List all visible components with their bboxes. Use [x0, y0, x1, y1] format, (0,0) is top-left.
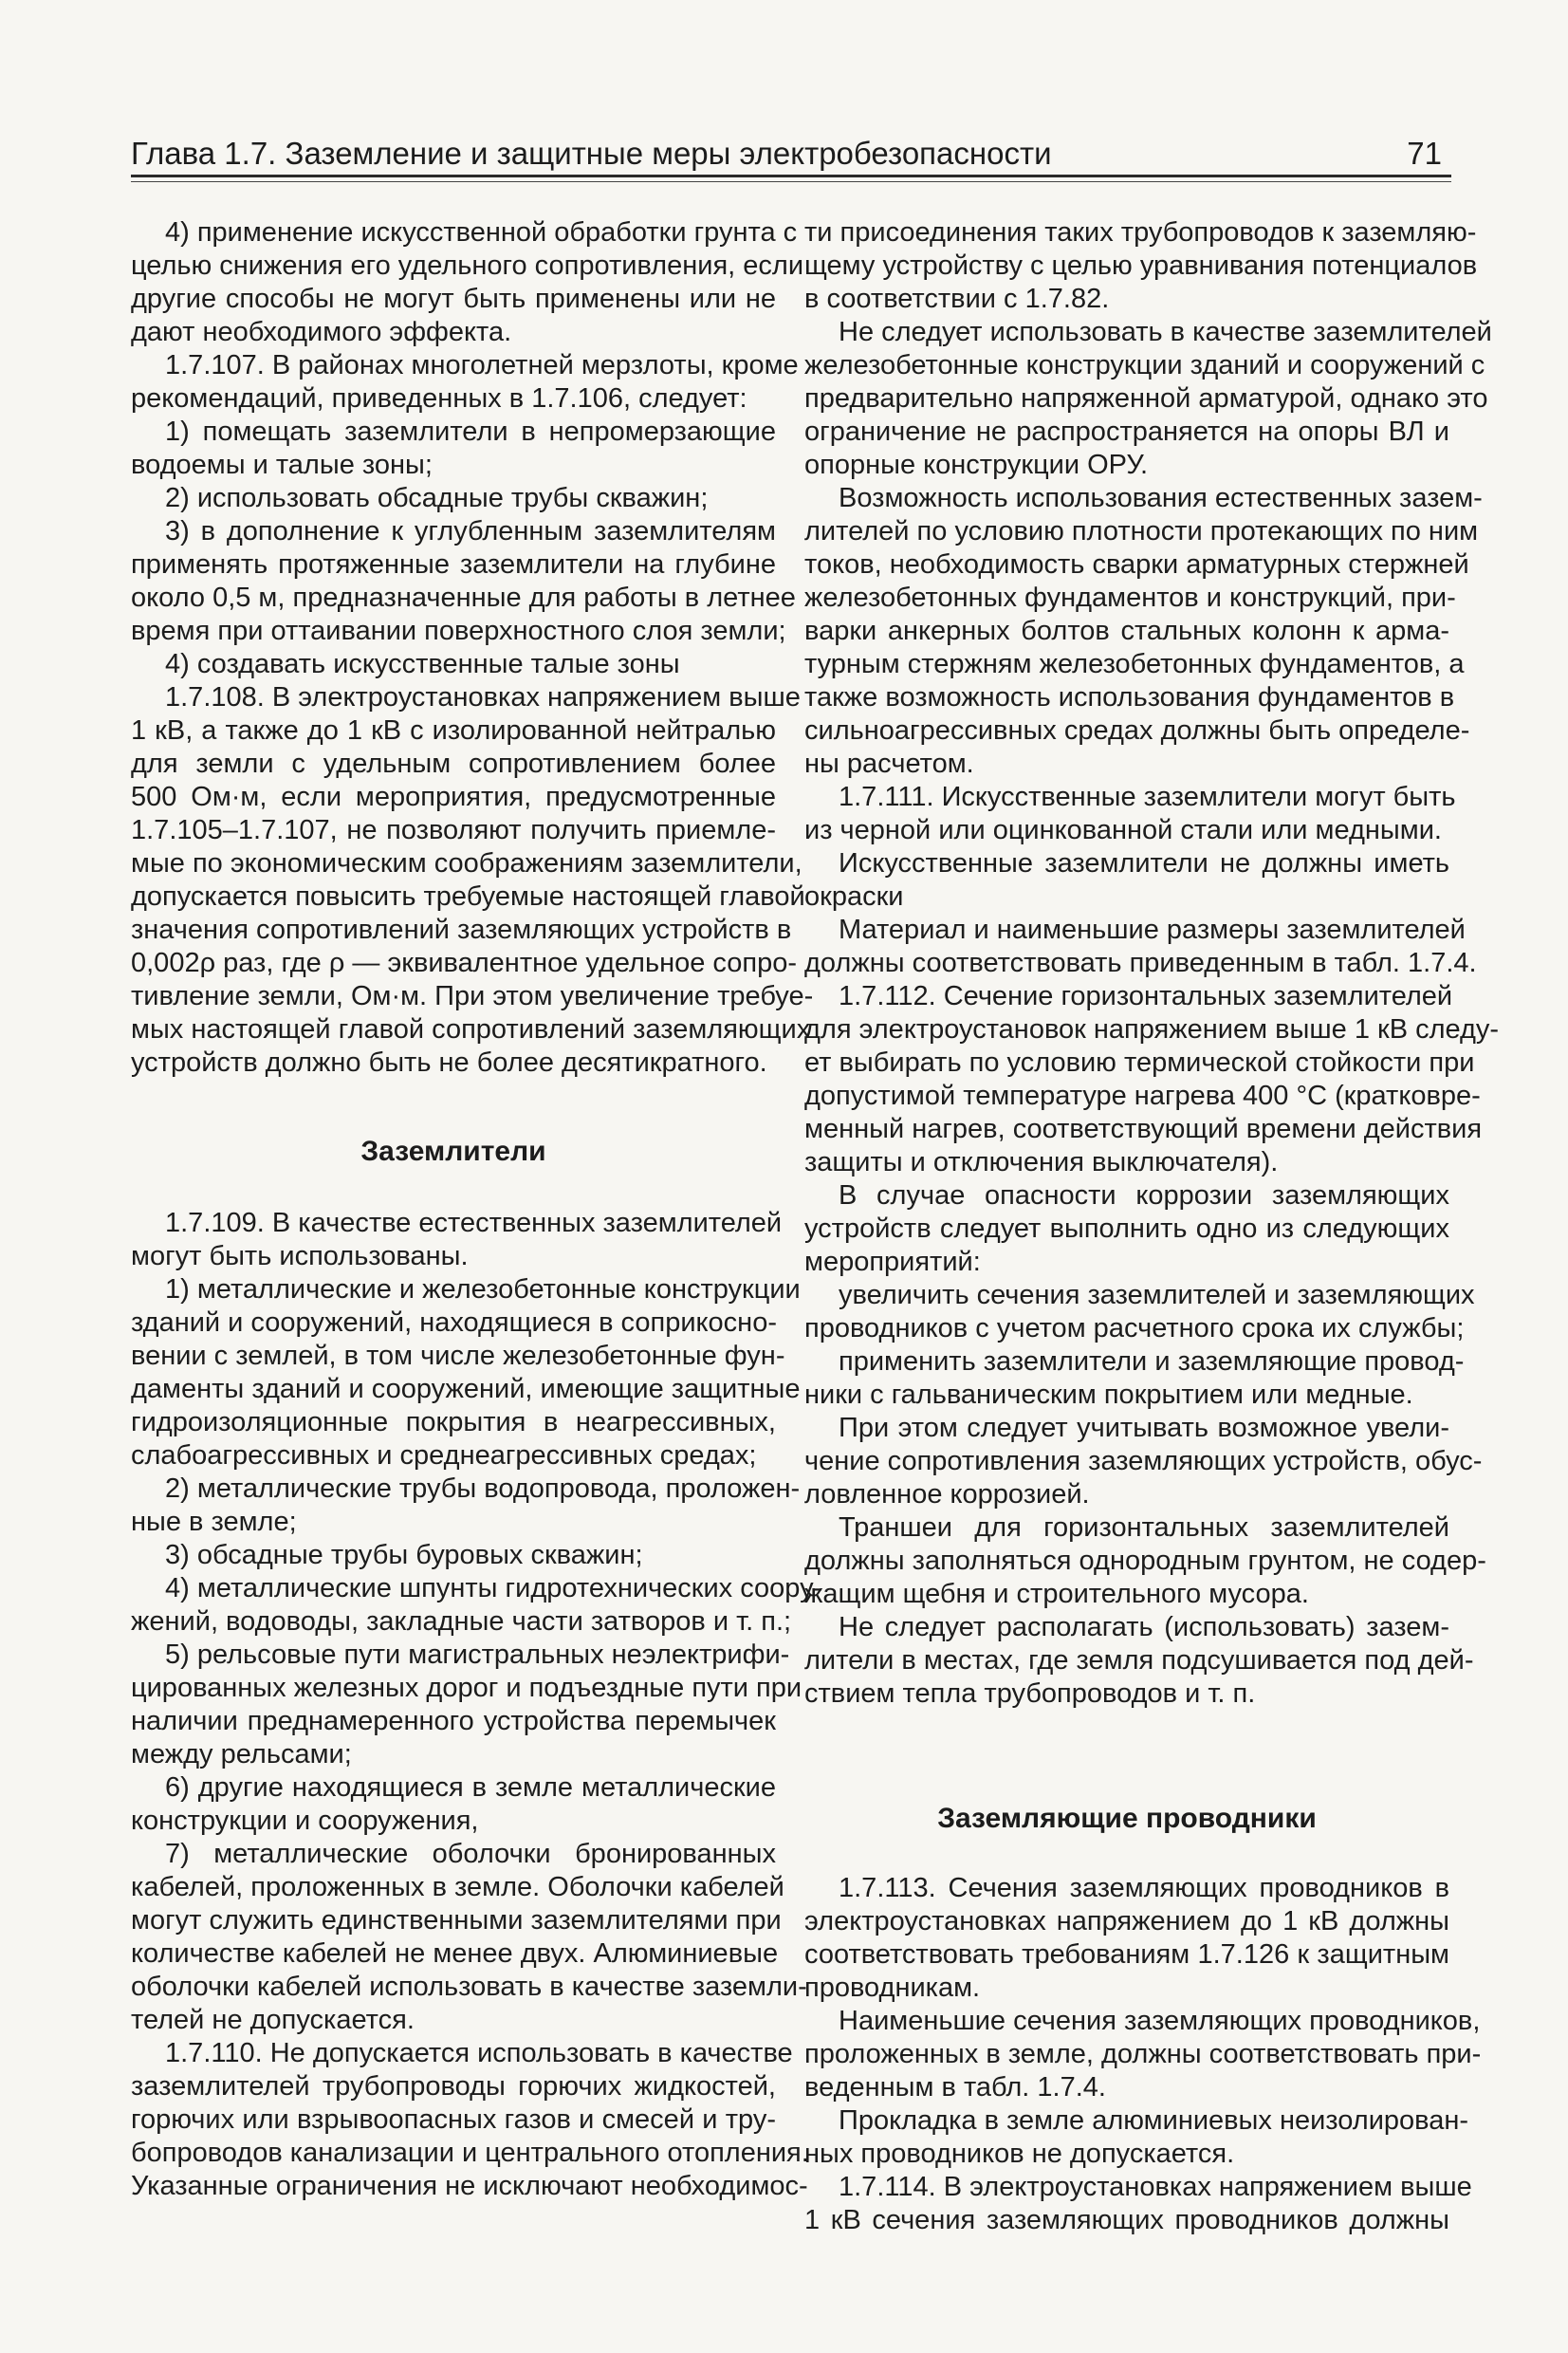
- text-line: ники с гальваническим покрытием или медные.: [804, 1380, 1413, 1410]
- text-line: даменты зданий и сооружений, имеющие защитные: [131, 1374, 801, 1404]
- text-line: Не следует использовать в качестве заземлителей: [839, 317, 1492, 347]
- text-line: турным стержням железобетонных фундаментов, а: [804, 649, 1465, 679]
- text-line: 1 кВ, а также до 1 кВ с изолированной нейтралью: [131, 715, 776, 746]
- text-line: щему устройству с целью уравнивания потенциалов: [804, 250, 1478, 281]
- text-line: 5) рельсовые пути магистральных неэлектрифи-: [165, 1640, 790, 1670]
- text-line: Наименьшие сечения заземляющих проводников,: [839, 2006, 1481, 2036]
- text-line: горючих или взрывоопасных газов и смесей и тру-: [131, 2104, 776, 2135]
- text-line: 2) металлические трубы водопровода, проложен-: [165, 1473, 801, 1504]
- text-line: жений, водоводы, закладные части затворов и т. п.;: [131, 1606, 792, 1637]
- text-line: Возможность использования естественных зазем-: [839, 483, 1483, 513]
- text-line: для электроустановок напряжением выше 1 кВ следу-: [804, 1014, 1500, 1045]
- right-text-block-1: [804, 216, 1500, 1711]
- heading-grounding-electrodes: Заземлители: [360, 1136, 546, 1167]
- text-line: соответствовать требованиям 1.7.126 к защитным: [804, 1939, 1449, 1970]
- text-line: защиты и отключения выключателя).: [804, 1147, 1279, 1177]
- text-line: тивление земли, Ом·м. При этом увеличение требуе-: [131, 981, 814, 1011]
- text-line: 6) другие находящиеся в земле металлические: [165, 1772, 776, 1803]
- text-line: могут служить единственными заземлителями при: [131, 1905, 782, 1936]
- text-line: 1.7.105–1.7.107, не позволяют получить приемле-: [131, 815, 776, 845]
- left-text-block-1: [131, 216, 814, 1080]
- text-line: допускается повысить требуемые настоящей главой: [131, 881, 805, 912]
- text-line: ограничение не распространяется на опоры ВЛ и: [804, 417, 1449, 447]
- text-line: окраски: [804, 881, 904, 912]
- text-line: увеличить сечения заземлителей и заземляющих: [839, 1280, 1475, 1310]
- text-line: кабелей, проложенных в земле. Оболочки кабелей: [131, 1872, 784, 1902]
- text-line: должны соответствовать приведенным в табл. 1.7.4.: [804, 948, 1477, 978]
- text-line: значения сопротивлений заземляющих устройств в: [131, 915, 792, 945]
- text-line: предварительно напряженной арматурой, однако это: [804, 383, 1488, 414]
- text-line: ти присоединения таких трубопроводов к заземляю-: [804, 217, 1477, 248]
- text-line: около 0,5 м, предназначенные для работы в летнее: [131, 583, 796, 613]
- text-line: 1.7.109. В качестве естественных заземлителей: [165, 1208, 783, 1238]
- header-rule: [131, 181, 1451, 182]
- text-line: для земли с удельным сопротивлением более: [131, 749, 776, 779]
- text-line: проводников с учетом расчетного срока их службы;: [804, 1313, 1465, 1343]
- text-line: В случае опасности коррозии заземляющих: [839, 1180, 1449, 1211]
- text-line: ет выбирать по условию термической стойкости при: [804, 1047, 1475, 1078]
- text-line: мероприятий:: [804, 1247, 981, 1277]
- text-line: другие способы не могут быть применены или не: [131, 284, 776, 314]
- text-line: 1.7.110. Не допускается использовать в качестве: [165, 2038, 793, 2068]
- text-line: Искусственные заземлители не должны иметь: [839, 848, 1449, 879]
- text-line: должны заполняться однородным грунтом, не содер-: [804, 1546, 1486, 1576]
- text-line: 4) создавать искусственные талые зоны: [165, 649, 680, 679]
- text-line: Траншеи для горизонтальных заземлителей: [839, 1512, 1449, 1543]
- text-line: рекомендаций, приведенных в 1.7.106, следует:: [131, 383, 747, 414]
- text-line: 3) в дополнение к углубленным заземлителям: [165, 516, 776, 547]
- text-line: применить заземлители и заземляющие провод-: [839, 1346, 1465, 1377]
- text-line: целью снижения его удельного сопротивления, если: [131, 250, 804, 281]
- text-line: Материал и наименьшие размеры заземлителей: [839, 915, 1466, 945]
- text-line: 1.7.108. В электроустановках напряжением выше: [165, 682, 801, 713]
- text-line: из черной или оцинкованной стали или медными.: [804, 815, 1442, 845]
- heading-grounding-conductors: Заземляющие проводники: [937, 1803, 1317, 1834]
- text-line: Указанные ограничения не исключают необходимос-: [131, 2171, 808, 2201]
- text-line: 1) металлические и железобетонные конструкции: [165, 1274, 801, 1305]
- text-line: При этом следует учитывать возможное увели-: [839, 1413, 1449, 1443]
- text-line: водоемы и талые зоны;: [131, 450, 433, 480]
- text-line: сильноагрессивных средах должны быть определе-: [804, 715, 1470, 746]
- text-line: 7) металлические оболочки бронированных: [165, 1839, 776, 1869]
- text-line: ны расчетом.: [804, 749, 974, 779]
- text-line: 1.7.114. В электроустановках напряжением выше: [839, 2172, 1472, 2202]
- chapter-title: Глава 1.7. Заземление и защитные меры электробезопасности: [131, 136, 1052, 171]
- text-line: между рельсами;: [131, 1739, 352, 1769]
- text-line: 2) использовать обсадные трубы скважин;: [165, 483, 709, 513]
- text-line: электроустановках напряжением до 1 кВ должны: [804, 1906, 1449, 1936]
- left-text-block-2: [131, 1207, 823, 2203]
- text-line: устройств должно быть не более десятикратного.: [131, 1047, 767, 1078]
- text-line: 4) применение искусственной обработки грунта с: [165, 217, 798, 248]
- text-line: 1.7.113. Сечения заземляющих проводников в: [839, 1873, 1449, 1903]
- page-number: 71: [1407, 136, 1442, 171]
- text-line: зданий и сооружений, находящиеся в соприкосно-: [131, 1307, 777, 1338]
- text-line: проложенных в земле, должны соответствовать при-: [804, 2039, 1482, 2069]
- text-line: количестве кабелей не менее двух. Алюминиевые: [131, 1938, 779, 1969]
- text-line: железобетонных фундаментов и конструкций, при-: [804, 583, 1456, 613]
- text-line: 0,002ρ раз, где ρ — эквивалентное удельное сопро-: [131, 948, 797, 978]
- text-line: 1) помещать заземлители в непромерзающие: [165, 417, 776, 447]
- text-line: лители в местах, где земля подсушивается под дей-: [804, 1645, 1474, 1676]
- text-line: конструкции и сооружения,: [131, 1806, 479, 1836]
- text-line: ные в земле;: [131, 1507, 297, 1537]
- text-line: также возможность использования фундаментов в: [804, 682, 1455, 713]
- text-line: вении с землей, в том числе железобетонные фун-: [131, 1341, 785, 1371]
- text-line: телей не допускается.: [131, 2005, 415, 2035]
- text-line: 1 кВ сечения заземляющих проводников должны: [804, 2205, 1449, 2235]
- running-header: [131, 133, 1451, 177]
- text-line: мые по экономическим соображениям заземлители,: [131, 848, 802, 879]
- text-line: железобетонные конструкции зданий и сооружений с: [804, 350, 1485, 380]
- text-line: лителей по условию плотности протекающих по ним: [804, 516, 1479, 547]
- text-line: 3) обсадные трубы буровых скважин;: [165, 1540, 643, 1570]
- text-line: проводникам.: [804, 1973, 981, 2003]
- text-line: наличии преднамеренного устройства перемычек: [131, 1706, 776, 1736]
- text-line: применять протяженные заземлители на глубине: [131, 549, 776, 580]
- text-line: оболочки кабелей использовать в качестве заземли-: [131, 1972, 807, 2002]
- text-line: устройств следует выполнить одно из следующих: [804, 1214, 1449, 1244]
- text-line: Прокладка в земле алюминиевых неизолирован-: [839, 2105, 1469, 2136]
- text-line: гидроизоляционные покрытия в неагрессивных,: [131, 1407, 776, 1437]
- text-line: опорные конструкции ОРУ.: [804, 450, 1149, 480]
- text-line: варки анкерных болтов стальных колонн к арма-: [804, 616, 1449, 646]
- text-line: токов, необходимость сварки арматурных стержней: [804, 549, 1469, 580]
- text-line: допустимой температуре нагрева 400 °С (кратковре-: [804, 1081, 1481, 1111]
- text-line: бопроводов канализации и центрального отопления.: [131, 2138, 809, 2168]
- text-line: слабоагрессивных и среднеагрессивных средах;: [131, 1440, 757, 1471]
- text-line: дают необходимого эффекта.: [131, 317, 512, 347]
- text-line: цированных железных дорог и подъездные пути при: [131, 1673, 802, 1703]
- text-line: ных проводников не допускается.: [804, 2139, 1235, 2169]
- text-line: 4) металлические шпунты гидротехнических соору-: [165, 1573, 823, 1603]
- text-line: 1.7.107. В районах многолетней мерзлоты, кроме: [165, 350, 799, 380]
- text-line: мых настоящей главой сопротивлений заземляющих: [131, 1014, 811, 1045]
- text-line: могут быть использованы.: [131, 1241, 469, 1271]
- text-line: жащим щебня и строительного мусора.: [804, 1579, 1309, 1609]
- text-line: веденным в табл. 1.7.4.: [804, 2072, 1106, 2103]
- right-text-block-2: [804, 1872, 1482, 2237]
- text-line: 500 Ом·м, если мероприятия, предусмотренные: [131, 782, 776, 812]
- text-line: 1.7.112. Сечение горизонтальных заземлителей: [839, 981, 1453, 1011]
- text-line: заземлителей трубопроводы горючих жидкостей,: [131, 2071, 776, 2102]
- text-line: время при оттаивании поверхностного слоя земли;: [131, 616, 786, 646]
- text-line: Не следует располагать (использовать) зазем-: [839, 1612, 1449, 1642]
- text-line: ловленное коррозией.: [804, 1479, 1090, 1510]
- text-line: 1.7.111. Искусственные заземлители могут быть: [839, 782, 1456, 812]
- text-line: ствием тепла трубопроводов и т. п.: [804, 1678, 1256, 1709]
- text-line: чение сопротивления заземляющих устройств, обус-: [804, 1446, 1483, 1476]
- text-line: менный нагрев, соответствующий времени действия: [804, 1114, 1483, 1144]
- text-line: в соответствии с 1.7.82.: [804, 284, 1110, 314]
